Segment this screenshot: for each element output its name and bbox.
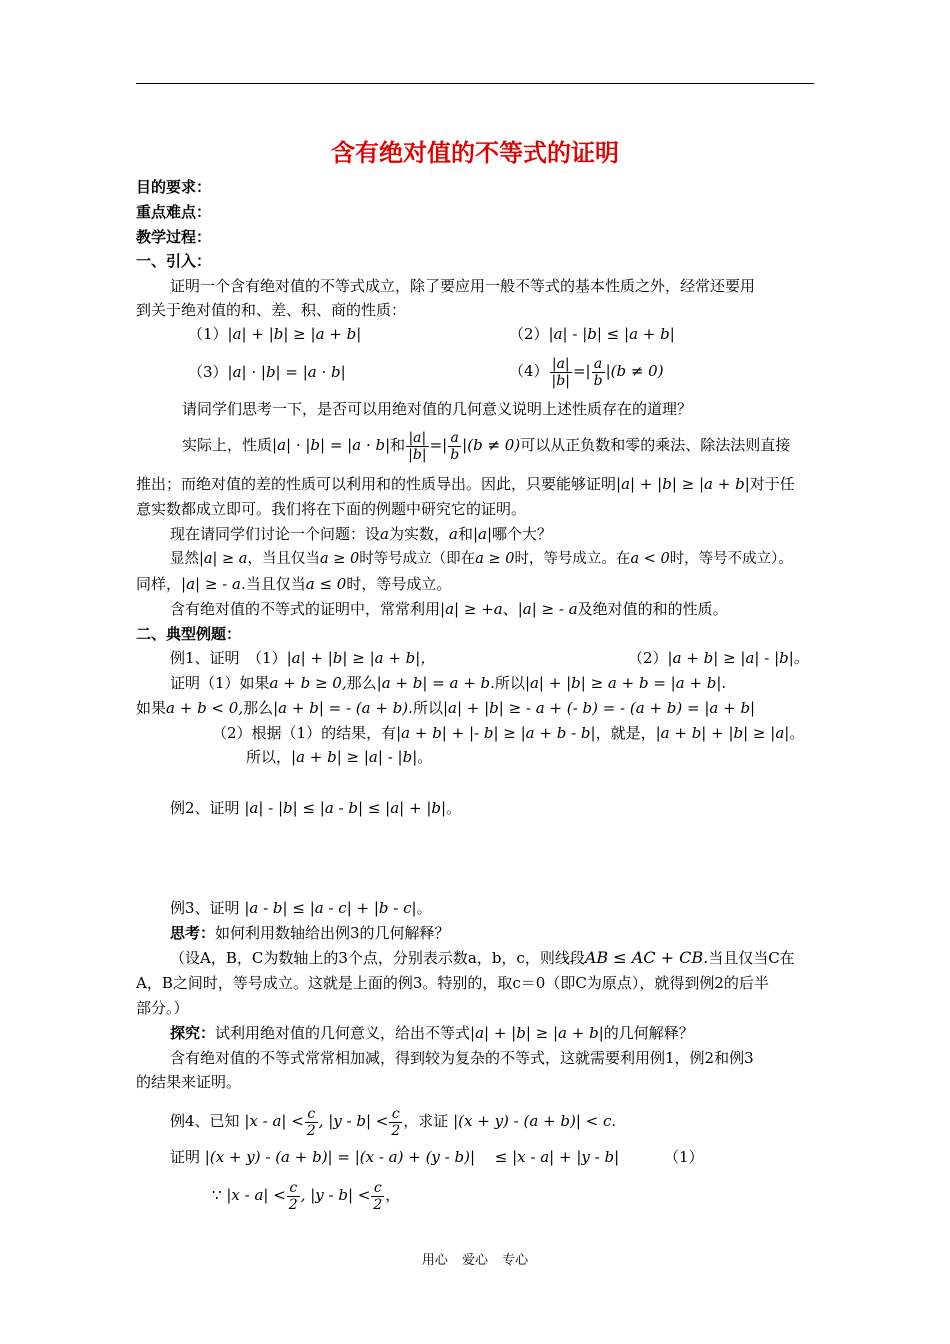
property-1-label: （1）	[188, 325, 228, 343]
example-1: 例1、证明 （1）|a| + |b| ≥ |a + b|，	[170, 649, 436, 667]
explore-line: 探究：试利用绝对值的几何意义，给出不等式|a| + |b| ≥ |a + b|的几何解释？	[170, 1024, 694, 1042]
addition-line-1: 含有绝对值的不等式常常相加减，得到较为复杂的不等式，这就需要利用例1，例2和例3	[170, 1049, 754, 1067]
property-3-label: （3）	[188, 363, 228, 381]
similarly-line: 同样，|a| ≥ - a.当且仅当a ≤ 0时，等号成立。	[136, 575, 452, 593]
property-2-label: （2）	[509, 325, 549, 343]
heading-process: 教学过程：	[136, 228, 212, 246]
page-title: 含有绝对值的不等式的证明	[331, 139, 619, 167]
proof-4-line-1: 证明 |(x + y) - (a + b)| = |(x - a) + (y - b)| ≤ |x - a| + |y - b|	[170, 1148, 620, 1166]
proof-1-line-1: 证明（1）如果a + b ≥ 0,那么|a + b| = a + b.所以|a| + |b| ≥ a + b = |a + b|.	[170, 674, 727, 692]
property-3-formula: |a| · |b| = |a · b|	[227, 363, 346, 381]
proof-1-line-3: （2）根据（1）的结果，有|a + b| + |- b| ≥ |a + b - b|，就是，|a + b| + |b| ≥ |a|。	[212, 724, 805, 742]
addition-line-2: 的结果来证明。	[136, 1073, 242, 1091]
page-footer: 用心 爱心 专心	[421, 1253, 529, 1268]
intro-paragraph-1b: 到关于绝对值的和、差、积、商的性质：	[136, 301, 407, 319]
example-4: 例4、已知 |x - a| < $\frac{c}{2}$ , |y - b| < $\frac{c}{2}$ ，求证 |(x + y) - (a + b)| < c.	[170, 1105, 617, 1139]
property-4: （4） $\frac{|a|}{|b|}$ =| $\frac{a}{b}$ |(b ≠ 0)	[509, 355, 664, 389]
heading-goal: 目的要求：	[136, 178, 212, 196]
discuss-line: 现在请同学们讨论一个问题：设a为实数，a和|a|哪个大？	[170, 525, 553, 543]
actual-fraction-left: $\frac{|a|}{|b|}$	[408, 429, 427, 463]
geometry-line-3: 部分。）	[136, 999, 189, 1017]
property-4-fraction-left: $\frac{|a|}{|b|}$	[551, 355, 570, 389]
intro-paragraph-1a: 证明一个含有绝对值的不等式成立，除了要应用一般不等式的基本性质之外，经常还要用	[170, 277, 756, 295]
think-question: 请同学们思考一下，是否可以用绝对值的几何意义说明上述性质存在的道理？	[182, 400, 693, 418]
property-4-label: （4）	[509, 362, 549, 380]
geometry-line-2: A，B之间时，等号成立。这就是上面的例3。特别的，取c＝0（即C为原点），就得到例2的后半	[136, 974, 769, 992]
actual-line: 实际上，性质|a| · |b| = |a · b|和 $\frac{|a|}{|b|}$ =| $\frac{a}{b}$ |(b ≠ 0)可以从正负数和零的乘法、除法法则直接	[182, 429, 791, 463]
property-2	[509, 323, 675, 345]
often-used-line: 含有绝对值的不等式的证明中，常常利用|a| ≥ +a、|a| ≥ - a及绝对值的和的性质。	[170, 600, 728, 618]
think-line: 思考：如何利用数轴给出例3的几何解释？	[170, 924, 450, 942]
example-4-fraction-2: $\frac{c}{2}$	[391, 1105, 401, 1139]
example-3: 例3、证明 |a - b| ≤ |a - c| + |b - c|。	[170, 899, 432, 917]
actual-fraction-right: $\frac{a}{b}$	[450, 429, 460, 463]
obviously-line: 显然|a| ≥ a，当且仅当a ≥ 0时等号成立（即在a ≥ 0时，等号成立。在a < 0时，等号不成立）。	[170, 551, 793, 567]
proof-1-line-4: 所以，|a + b| ≥ |a| - |b|。	[246, 748, 433, 766]
heading-key-points: 重点难点：	[136, 203, 212, 221]
proof-4-equation-number: （1）	[664, 1148, 704, 1166]
proof-4-fraction-1: $\frac{c}{2}$	[288, 1179, 298, 1213]
property-3	[188, 361, 346, 383]
header-rule	[136, 83, 814, 84]
property-1-formula: |a| + |b| ≥ |a + b|	[227, 325, 362, 343]
derive-line-2: 意实数都成立即可。我们将在下面的例题中研究它的证明。	[136, 500, 527, 518]
heading-intro: 一、引入：	[136, 252, 212, 270]
geometry-line-1: （设A，B，C为数轴上的3个点，分别表示数a，b，c，则线段AB ≤ AC + CB.当且仅当C在	[170, 948, 795, 967]
example-2: 例2、证明 |a| - |b| ≤ |a - b| ≤ |a| + |b|。	[170, 799, 462, 817]
property-4-fraction-right: $\frac{a}{b}$	[593, 355, 603, 389]
proof-4-line-2: ∵ |x - a| < $\frac{c}{2}$ , |y - b| < $\frac{c}{2}$ ，	[212, 1179, 401, 1213]
derive-line: 推出；而绝对值的差的性质可以利用和的性质导出。因此，只要能够证明|a| + |b| ≥ |a + b|对于任	[136, 475, 795, 493]
property-2-formula: |a| - |b| ≤ |a + b|	[548, 325, 675, 343]
proof-1-line-2: 如果a + b < 0,那么|a + b| = - (a + b).所以|a| + |b| ≥ - a + (- b) = - (a + b) = |a + b|	[136, 699, 756, 717]
example-1-part-2: （2）|a + b| ≥ |a| - |b|。	[628, 649, 809, 667]
example-4-fraction-1: $\frac{c}{2}$	[306, 1105, 316, 1139]
heading-examples: 二、典型例题：	[136, 625, 242, 643]
property-1	[188, 323, 361, 345]
proof-4-fraction-2: $\frac{c}{2}$	[373, 1179, 383, 1213]
